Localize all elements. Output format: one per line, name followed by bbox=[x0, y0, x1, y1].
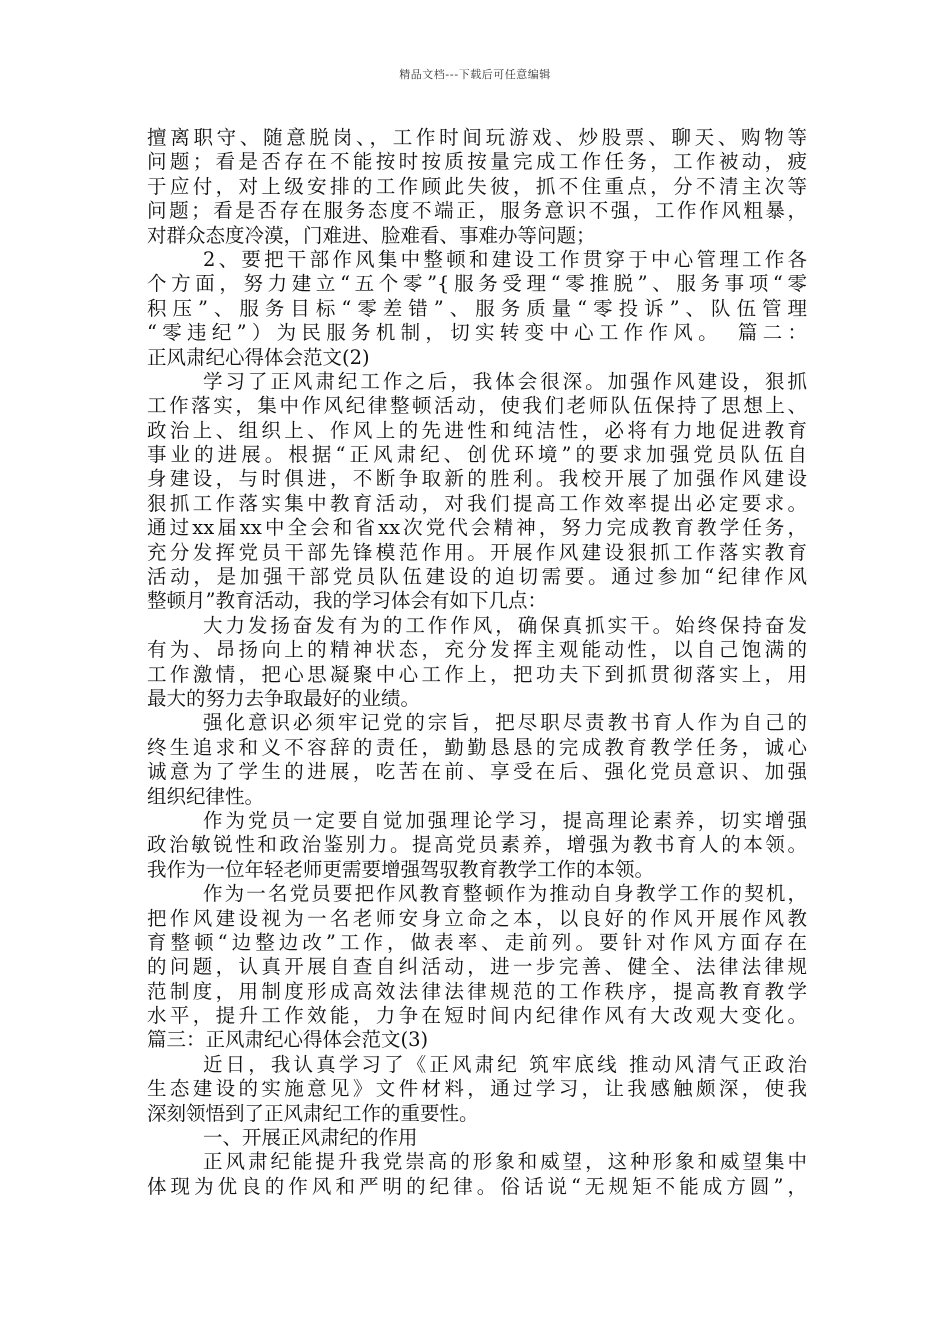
text-line: 终生追求和义不容辞的责任，勤勤恳恳的完成教育教学任务，诚心 bbox=[147, 735, 807, 759]
text-line: 政治敏锐性和政治鉴别力。提高党员素养，增强为教书育人的本领。 bbox=[147, 833, 807, 857]
text-line: 积压”、服务目标“零差错”、服务质量“零投诉”、队伍管理 bbox=[147, 296, 807, 320]
text-line: 近日，我认真学习了《正风肃纪 筑牢底线 推动风清气正政治 bbox=[203, 1052, 807, 1076]
text-line: 一、开展正风肃纪的作用 bbox=[203, 1126, 418, 1150]
text-line: 问题；看是否存在服务态度不端正，服务意识不强，工作作风粗暴， bbox=[147, 199, 807, 223]
text-line: 我作为一位年轻老师更需要增强驾驭教育教学工作的本领。 bbox=[147, 857, 655, 881]
text-line: 最大的努力去争取最好的业绩。 bbox=[147, 686, 421, 710]
text-line: 篇三：正风肃纪心得体会范文(3) bbox=[147, 1028, 429, 1052]
text-line: 事业的进展。根据“正风肃纪、创优环境”的要求加强党员队伍自 bbox=[147, 443, 807, 467]
page-header: 精品文档---下载后可任意编辑 bbox=[399, 68, 551, 81]
text-line: 于应付，对上级安排的工作顾此失彼，抓不住重点，分不清主次等 bbox=[147, 174, 807, 198]
text-line: 政治上、组织上、作风上的先进性和纯洁性，必将有力地促进教育 bbox=[147, 418, 807, 442]
text-line: 的问题，认真开展自查自纠活动，进一步完善、健全、法律法律规 bbox=[147, 955, 807, 979]
text-line: 生态建设的实施意见》文件材料，通过学习，让我感触颇深，使我 bbox=[147, 1077, 807, 1101]
text-line: 个方面，努力建立“五个零”{服务受理“零推脱”、服务事项“零 bbox=[147, 272, 807, 296]
text-line: “零违纪”）为民服务机制，切实转变中心工作作风。 篇二： bbox=[147, 321, 807, 345]
text-line: 通过xx届xx中全会和省xx次党代会精神，努力完成教育教学任务， bbox=[147, 516, 807, 540]
text-line: 狠抓工作落实集中教育活动，对我们提高工作效率提出必定要求。 bbox=[147, 491, 807, 515]
text-line: 工作激情，把心思凝聚中心工作上，把功夫下到抓贯彻落实上，用 bbox=[147, 662, 807, 686]
text-line: 作为党员一定要自觉加强理论学习，提高理论素养，切实增强 bbox=[203, 808, 807, 832]
text-line: 活动，是加强干部党员队伍建设的迫切需要。通过参加“纪律作风 bbox=[147, 565, 807, 589]
text-line: 有为、昂扬向上的精神状态，充分发挥主观能动性，以自己饱满的 bbox=[147, 638, 807, 662]
document-body bbox=[147, 126, 807, 1199]
text-line: 擅离职守、随意脱岗、，工作时间玩游戏、炒股票、聊天、购物等 bbox=[147, 126, 807, 149]
text-line: 强化意识必须牢记党的宗旨，把尽职尽责教书育人作为自己的 bbox=[203, 711, 807, 735]
text-line: 大力发扬奋发有为的工作作风，确保真抓实干。始终保持奋发 bbox=[203, 613, 807, 637]
text-line: 作为一名党员要把作风教育整顿作为推动自身教学工作的契机， bbox=[203, 882, 807, 906]
text-line: 工作落实，集中作风纪律整顿活动，使我们老师队伍保持了思想上、 bbox=[147, 394, 807, 418]
text-line: 诚意为了学生的进展，吃苦在前、享受在后、强化党员意识、加强 bbox=[147, 760, 807, 784]
text-line: 身建设，与时俱进，不断争取新的胜利。我校开展了加强作风建设 bbox=[147, 467, 807, 491]
text-line: 充分发挥党员干部先锋模范作用。开展作风建设狠抓工作落实教育 bbox=[147, 540, 807, 564]
text-line: 学习了正风肃纪工作之后，我体会很深。加强作风建设，狠抓 bbox=[203, 369, 807, 393]
text-line: 正风肃纪能提升我党崇高的形象和威望，这种形象和威望集中 bbox=[203, 1150, 807, 1174]
text-line: 水平，提升工作效能，力争在短时间内纪律作风有大改观大变化。 bbox=[147, 1004, 807, 1028]
text-line: 组织纪律性。 bbox=[147, 784, 265, 808]
text-line: 体现为优良的作风和严明的纪律。俗话说“无规矩不能成方圆”， bbox=[147, 1174, 807, 1198]
text-line: 整顿月”教育活动，我的学习体会有如下几点： bbox=[147, 589, 547, 613]
text-line: 问题；看是否存在不能按时按质按量完成工作任务，工作被动，疲 bbox=[147, 150, 807, 174]
text-line: 2、要把干部作风集中整顿和建设工作贯穿于中心管理工作各 bbox=[203, 247, 807, 271]
text-line: 育整顿“边整边改”工作，做表率、走前列。要针对作风方面存在 bbox=[147, 930, 807, 954]
text-line: 范制度，用制度形成高效法律法律规范的工作秩序，提高教育教学 bbox=[147, 979, 807, 1003]
text-line: 正风肃纪心得体会范文(2) bbox=[147, 345, 370, 369]
text-line: 把作风建设视为一名老师安身立命之本，以良好的作风开展作风教 bbox=[147, 906, 807, 930]
text-line: 深刻领悟到了正风肃纪工作的重要性。 bbox=[147, 1101, 479, 1125]
text-line: 对群众态度冷漠，门难进、脸难看、事难办等问题； bbox=[147, 223, 596, 247]
